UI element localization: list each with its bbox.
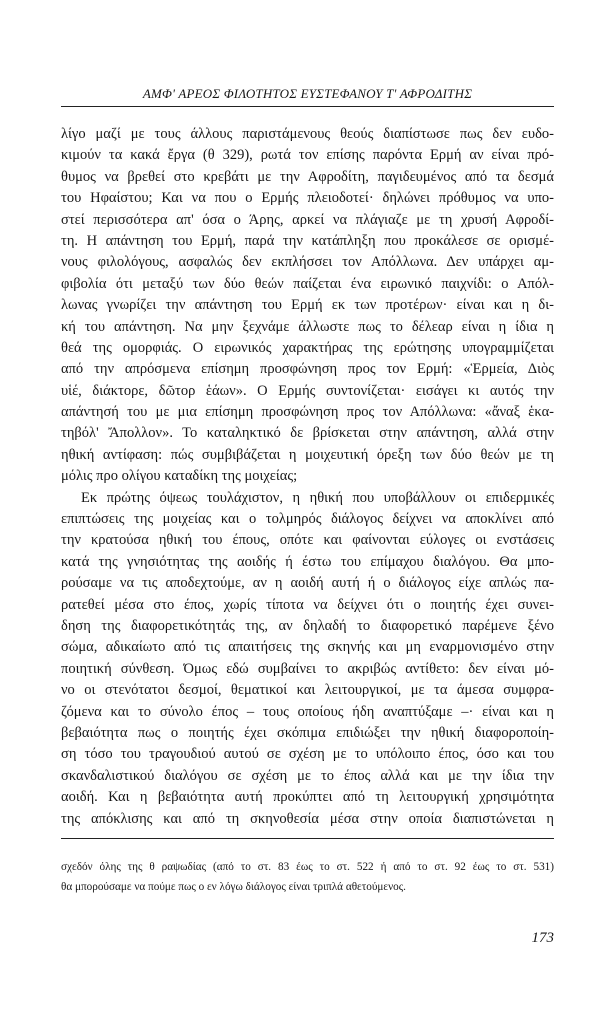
running-head: ΑΜΦ' ΑΡΕΟΣ ΦΙΛΟΤΗΤΟΣ ΕΥΣΤΕΦΑΝΟΥ Τ' ΑΦΡΟΔΙΤΗΣ	[142, 86, 473, 101]
text-line: αοιδή. Και η βεβαιότητα αυτή προκύπτει από τη λειτουργική χρησιμότητα	[61, 789, 554, 806]
footnote-line: σχεδόν όλης της θ ραψωδίας (από το στ. 83 έως το στ. 522 ή από το στ. 92 έως το στ. 531)	[61, 861, 554, 873]
header-rule	[61, 106, 554, 107]
text-line: θυμος να βρεθεί στο κρεβάτι με την Αφροδίτη, παγιδευμένος από τα δεσμά	[61, 168, 554, 185]
text-line: της απόκλισης και από τη σκηνοθεσία μέσα στην οποία διαπιστώνεται η	[61, 810, 554, 827]
text-line: υἱέ, διάκτορε, δῶτορ ἑάων». Ο Ερμής συντονίζεται· εισάγει κι αυτός την	[61, 382, 554, 399]
text-line: απάντησή του με μια επίσημη προσφώνηση προς τον Απόλλωνα: «ἄναξ ἑκα-	[61, 404, 554, 421]
text-line: ζόμενα και το σύνολο έπος – τους οποίους ήδη αναπτύξαμε –· είναι και η	[61, 703, 554, 720]
text-line: μόλις προ ολίγου καταδίκη της μοιχείας;	[61, 468, 298, 485]
text-line: τηβόλ' Ἄπολλον». Το καταληκτικό δε βρίσκεται στην απάντηση, αλλά στην	[61, 425, 554, 442]
paragraph-start-line: Εκ πρώτης όψεως τουλάχιστον, η ηθική που υποβάλλουν οι επιδερμικές	[81, 489, 554, 506]
text-line: κή του απάντηση. Να μην ξεχνάμε άλλωστε πως το δέλεαρ είναι η ίδια η	[61, 318, 554, 335]
body-text	[61, 124, 554, 830]
text-line: λίγο μαζί με τους άλλους παριστάμενους θεούς διαπίστωσε πως δεν ευδο-	[61, 126, 554, 142]
text-line: σώμα, αδικαίωτο από τις απαιτήσεις της σκηνής και μη εναρμονισμένο στην	[61, 639, 554, 656]
footnote-rule	[61, 838, 554, 839]
text-line: του Ηφαίστου; Και να που ο Ερμής πλειοδοτεί· δηλώνει πρόθυμος να υπο-	[61, 190, 554, 207]
text-line: νους φιλολόγους, ασφαλώς δεν εκπλήσσει τον Απόλλωνα. Δεν υπάρχει αμ-	[61, 254, 554, 271]
text-line: ρούσαμε να τις αποδεχτούμε, αν η αοιδή αυτή ή ο διάλογος είχε απλώς πα-	[61, 575, 554, 592]
text-line: ση τόσο του τραγουδιού αυτού σε σχέση με το υπόλοιπο έπος, όσο και του	[61, 746, 554, 763]
text-line: βεβαιότητα πως ο ποιητής έχει σκόπιμα επιδιώξει την ηθική διαφοροποίη-	[61, 724, 554, 741]
text-line: σκανδαλιστικού διαλόγου σε σχέση με το έπος αλλά και με την ίδια την	[61, 767, 554, 784]
text-line: νο οι στενότατοι δεσμοί, θεματικοί και λειτουργικοί, με τα άμεσα συμφρα-	[61, 682, 554, 699]
footnote-line: θα μπορούσαμε να πούμε πως ο εν λόγω διάλογος είναι τριπλά αθετούμενος.	[61, 881, 406, 893]
text-line: από την απρόσμενα επίσημη προσφώνηση προς τον Ερμή: «Ἑρμεία, Διὸς	[61, 361, 554, 378]
text-line: στεί περισσότερα απ' όσα ο Άρης, αρκεί να πλάγιαζε με τη χρυσή Αφροδί-	[61, 211, 554, 228]
text-line: ηθική αντίφαση: πώς συμβιβάζεται η μοιχευτική όρεξη των δύο θεών με τη	[61, 446, 554, 463]
footnote	[61, 857, 554, 897]
text-line: δηση της διαφορετικότητάς της, αν δηλαδή το διαφορετικό παρέμενε ξένο	[61, 617, 554, 634]
text-line: την κρατούσα ηθική του έπους, οπότε και φαίνονται εύλογες οι ενστάσεις	[61, 532, 554, 549]
text-line: τη. Η απάντηση του Ερμή, παρά την κατάπληξη που προκάλεσε σε ορισμέ-	[61, 232, 554, 249]
text-line: ρατεθεί μέσα στο έπος, χωρίς τίποτα να δείχνει ότι ο ποιητής έχει συνει-	[61, 596, 554, 613]
text-line: κατά της γνησιότητας της αοιδής ή έστω του επίμαχου διαλόγου. Θα μπο-	[61, 553, 554, 570]
text-line: φιβολία ότι μεταξύ των δύο θεών παίζεται ένα ειρωνικό παιχνίδι: ο Απόλ-	[61, 275, 554, 292]
text-line: ποιητική σύνθεση. Όμως εδώ συμβαίνει το ακριβώς αντίθετο: δεν είναι μό-	[61, 660, 554, 677]
text-line: θεά της ομορφιάς. Ο ειρωνικός χαρακτήρας της ερώτησης υπογραμμίζεται	[61, 339, 554, 356]
page-number: 173	[531, 930, 554, 946]
text-line: λωνας γνωρίζει την απάντηση του Ερμή εκ των προτέρων· είναι και η δι-	[61, 297, 554, 314]
text-line: κιμούν τα κακά ἔργα (θ 329), ρωτά τον επίσης παρόντα Ερμή αν είναι πρό-	[61, 147, 554, 164]
text-line: επιπτώσεις της μοιχείας και ο τολμηρός διάλογος δείχνει να αποκλίνει από	[61, 511, 554, 528]
